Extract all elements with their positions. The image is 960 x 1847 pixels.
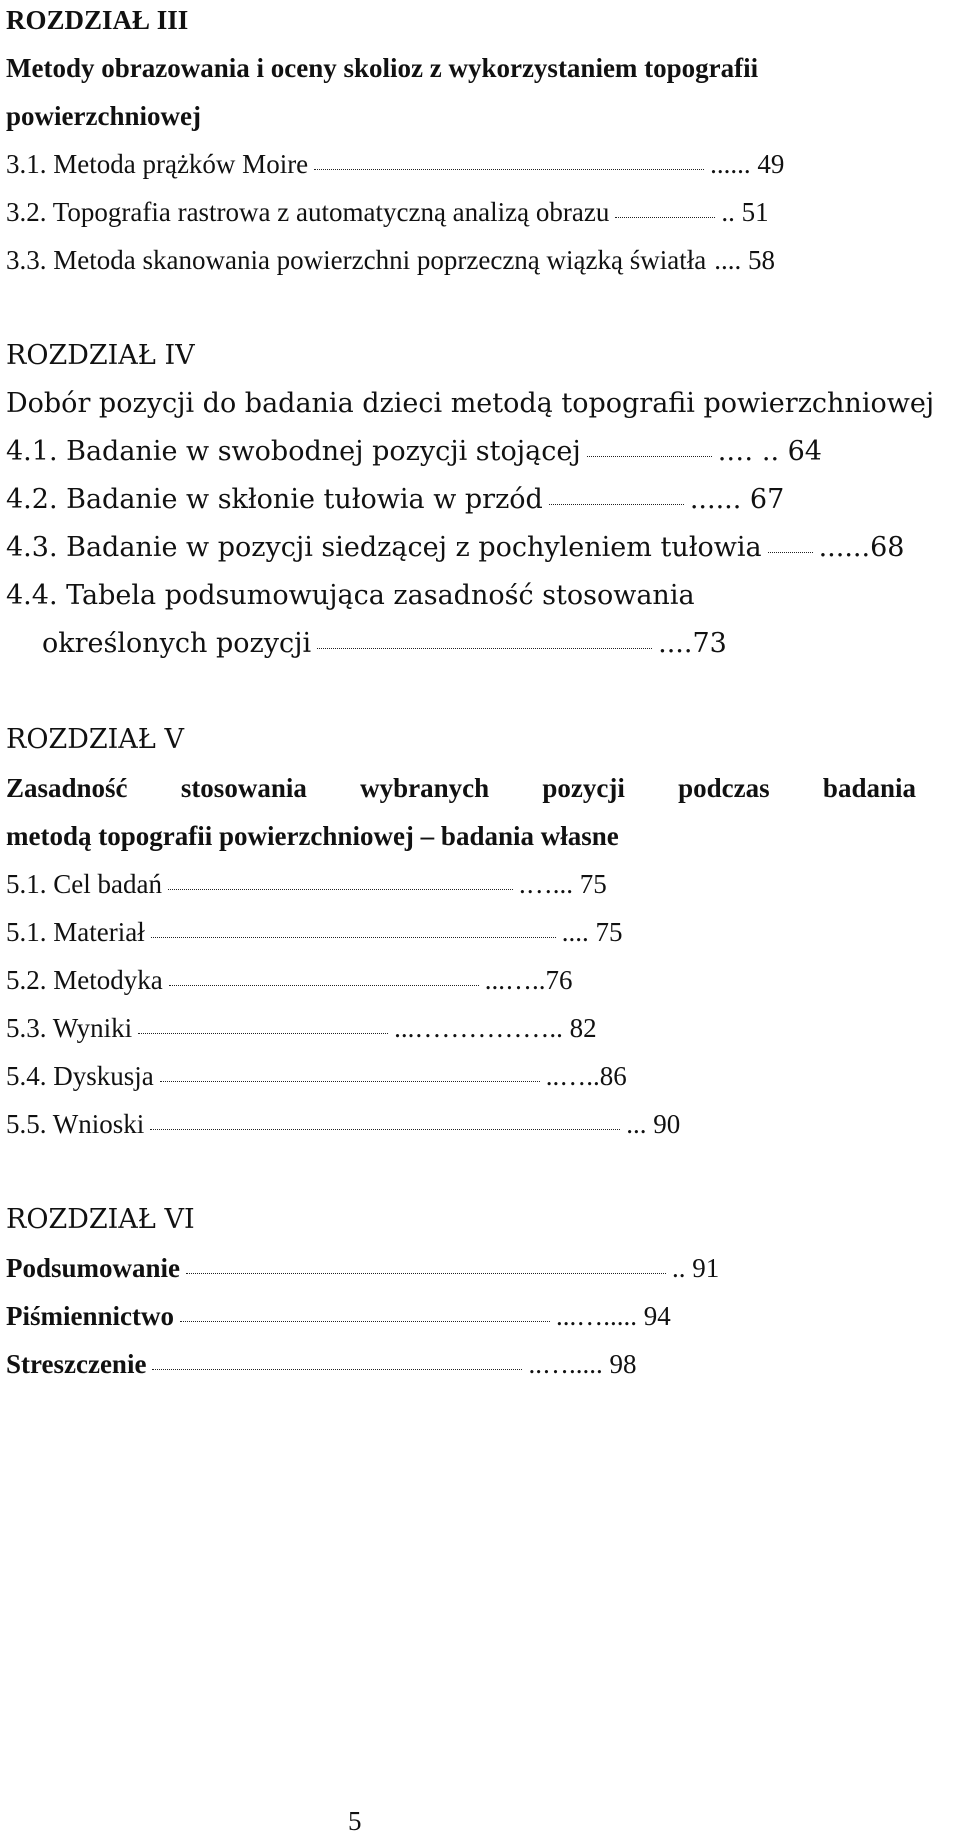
toc-entry-page: ....73 (658, 628, 727, 659)
chapter-5-title-line-1 (6, 771, 916, 805)
leader-dots (138, 1033, 388, 1034)
toc-entry (6, 867, 607, 901)
page-number: 5 (348, 1806, 362, 1836)
toc-entry-label: 5.1. Materiał (6, 917, 145, 947)
title-word: stosowania (180, 773, 307, 803)
toc-entry-label: 4.2. Badanie w skłonie tułowia w przód (6, 484, 543, 515)
chapter-5-heading: ROZDZIAŁ V (6, 724, 184, 755)
toc-entry (6, 1299, 671, 1333)
toc-entry (6, 1059, 627, 1093)
toc-entry (6, 1011, 597, 1045)
toc-entry-label: 4.3. Badanie w pozycji siedzącej z pochyleniem tułowia (6, 532, 762, 563)
toc-entry-label: 4.4. Tabela podsumowująca zasadność stosowania (6, 580, 695, 611)
leader-dots (160, 1081, 540, 1082)
toc-entry-label: 3.1. Metoda prążków Moire (6, 149, 309, 179)
toc-entry-page: .… .. 64 (717, 436, 822, 467)
title-word: pozycji (542, 773, 625, 803)
toc-entry-label: 5.2. Metodyka (6, 965, 163, 995)
leader-dots (549, 504, 684, 505)
chapter-4-title: Dobór pozycji do badania dzieci metodą topografii powierzchniowej (6, 388, 935, 419)
toc-entry-page: ..…..... 98 (528, 1349, 637, 1379)
leader-dots (317, 648, 652, 649)
leader-dots (768, 552, 813, 553)
leader-dots (615, 217, 715, 218)
toc-entry-page: ..…..86 (545, 1061, 627, 1091)
leader-dots (186, 1273, 666, 1274)
toc-entry-label: 3.3. Metoda skanowania powierzchni poprzeczną wiązką światła (6, 245, 707, 275)
title-word: badania (822, 773, 916, 803)
toc-entry (6, 963, 572, 997)
toc-entry (42, 627, 727, 661)
toc-entry-label: 5.1. Cel badań (6, 869, 162, 899)
chapter-3-title-line-1: Metody obrazowania i oceny skolioz z wykorzystaniem topografii (6, 53, 759, 83)
toc-entry (6, 1251, 719, 1285)
toc-entry-page: .. 91 (672, 1253, 720, 1283)
toc-entry-label: 3.2. Topografia rastrowa z automatyczną analizą obrazu (6, 197, 610, 227)
chapter-3-title-line-2: powierzchniowej (6, 101, 201, 131)
toc-entry (6, 195, 769, 229)
toc-entry (6, 1347, 636, 1381)
title-word: Zasadność (6, 773, 128, 803)
toc-entry (6, 579, 695, 613)
toc-entry-page: .... 75 (561, 917, 623, 947)
toc-entry-page: ...... 49 (710, 149, 785, 179)
title-word: podczas (678, 773, 770, 803)
toc-entry (6, 1107, 680, 1141)
toc-entry (6, 243, 775, 277)
toc-entry-label: 4.1. Badanie w swobodnej pozycji stojącej (6, 436, 581, 467)
toc-entry-page: ...…..... 94 (556, 1301, 671, 1331)
chapter-3-heading: ROZDZIAŁ III (6, 5, 189, 35)
chapter-4-heading: ROZDZIAŁ IV (6, 340, 195, 371)
leader-dots (150, 1129, 620, 1130)
toc-entry-page: ...... 67 (689, 484, 785, 515)
toc-entry-label: 5.5. Wnioski (6, 1109, 145, 1139)
leader-dots (169, 985, 479, 986)
leader-dots (587, 456, 712, 457)
toc-entry-label: określonych pozycji (42, 628, 312, 659)
leader-dots (314, 169, 704, 170)
leader-dots (180, 1321, 550, 1322)
title-word: wybranych (360, 773, 490, 803)
toc-entry-page: .... 58 (714, 245, 775, 275)
toc-entry-page: ...…………….. 82 (394, 1013, 597, 1043)
toc-entry-label: Piśmiennictwo (6, 1301, 174, 1331)
toc-entry (6, 531, 904, 565)
toc-entry-page: ......68 (818, 532, 905, 563)
chapter-6-heading: ROZDZIAŁ VI (6, 1204, 195, 1235)
leader-dots (151, 937, 556, 938)
toc-entry (6, 483, 784, 517)
leader-dots (168, 889, 513, 890)
toc-entry-label: 5.4. Dyskusja (6, 1061, 154, 1091)
toc-entry-label: Streszczenie (6, 1349, 147, 1379)
toc-entry-page: .…... 75 (518, 869, 607, 899)
toc-entry (6, 435, 822, 469)
toc-entry (6, 915, 622, 949)
chapter-5-title-line-2: metodą topografii powierzchniowej – badania własne (6, 821, 619, 851)
toc-entry-label: 5.3. Wyniki (6, 1013, 133, 1043)
leader-dots (152, 1369, 522, 1370)
toc-entry-page: ... 90 (626, 1109, 681, 1139)
toc-entry-page: ...…..76 (484, 965, 573, 995)
toc-entry (6, 147, 784, 181)
toc-entry-label: Podsumowanie (6, 1253, 181, 1283)
toc-entry-page: .. 51 (721, 197, 769, 227)
